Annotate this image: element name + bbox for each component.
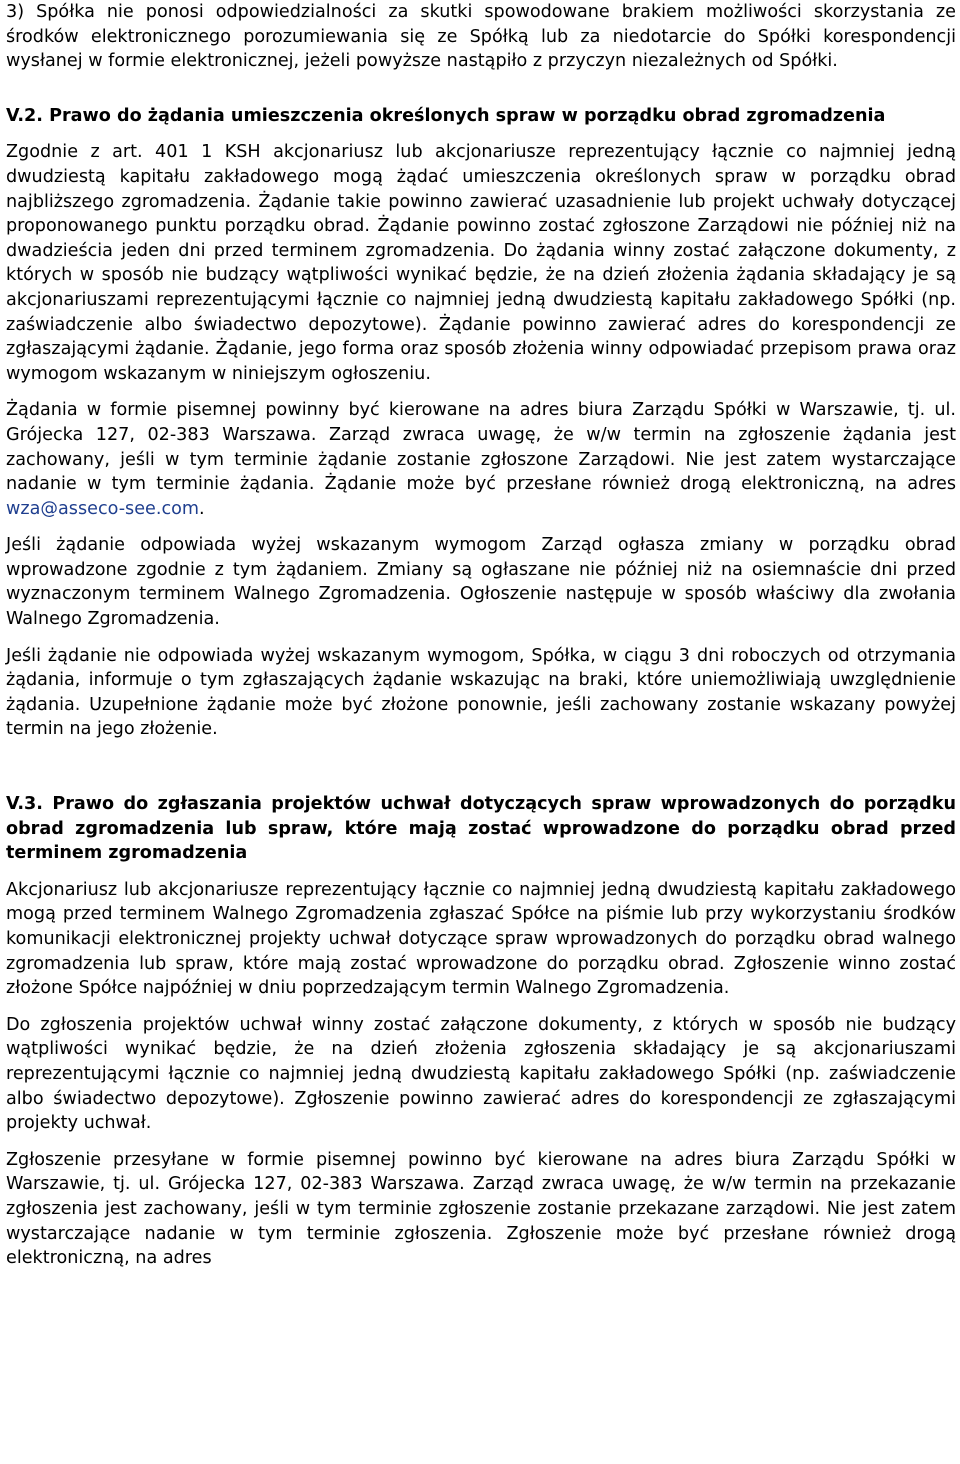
section-v3-heading: V.3. Prawo do zgłaszania projektów uchwał dotyczących spraw wprowadzonych do porządku obrad zgromadzenia lub spraw, które mają zostać wprowadzone do porządku obrad przed terminem zgromadzenia xyxy=(6,794,956,864)
email-link[interactable]: wza@asseco-see.com xyxy=(6,498,200,519)
document-page xyxy=(6,0,956,1271)
section-v3-paragraph-2: Do zgłoszenia projektów uchwał winny zostać załączone dokumenty, z których w sposób nie budzący wątpliwości wynikać będzie, że na dzień złożenia zgłoszenia składający je są akcjonariuszami reprezentującymi łącznie co najmniej jedną dwudziestą kapitału zakładowego Spółki (np. zaświadczenie albo świadectwo depozytowe). Zgłoszenie powinno zawierać adres do korespondencji ze zgłaszającymi projekty uchwał. xyxy=(6,1014,956,1134)
section-v2-paragraph-2 xyxy=(6,398,956,521)
section-v2-heading: V.2. Prawo do żądania umieszczenia określonych spraw w porządku obrad zgromadzenia xyxy=(6,105,886,126)
section-v2-paragraph-4: Jeśli żądanie nie odpowiada wyżej wskazanym wymogom, Spółka, w ciągu 3 dni roboczych od otrzymania żądania, informuje o tym zgłaszających żądanie wskazując na braki, które uniemożliwiają uwzględnienie żądania. Uzupełnione żądanie może być złożone ponownie, jeśli zachowany zostanie wskazany powyżej termin na jego złożenie. xyxy=(6,645,956,740)
section-v2-paragraph-2-text: Żądania w formie pisemnej powinny być kierowane na adres biura Zarządu Spółki w Warszawie, tj. ul. Grójecka 127, 02-383 Warszawa. Zarząd zwraca uwagę, że w/w termin na zgłoszenie żądania jest zachowany, jeśli w tym terminie żądanie zostanie zgłoszone Zarządowi. Nie jest zatem wystarczające nadanie w tym terminie żądania. Żądanie może być przesłane również drogą elektroniczną, na adres xyxy=(6,400,956,495)
section-v2-paragraph-3: Jeśli żądanie odpowiada wyżej wskazanym wymogom Zarząd ogłasza zmiany w porządku obrad wprowadzone zgodnie z tym żądaniem. Zmiany są ogłaszane nie później niż na osiemnaście dni przed wyznaczonym terminem Walnego Zgromadzenia. Ogłoszenie następuje w sposób właściwy dla zwołania Walnego Zgromadzenia. xyxy=(6,535,956,630)
section-v2-paragraph-2-end: . xyxy=(199,498,205,519)
section-v2-paragraph-1: Zgodnie z art. 401 1 KSH akcjonariusz lub akcjonariusze reprezentujący łącznie co najmniej jedną dwudziestą kapitału zakładowego mogą żądać umieszczenia określonych spraw w porządku obrad najbliższego zgromadzenia. Żądanie takie powinno zawierać uzasadnienie lub projekt uchwały dotyczącej proponowanego punktu porządku obrad. Żądanie powinno zostać zgłoszone Zarządowi nie później niż na dwadzieścia jeden dni przed terminem zgromadzenia. Do żądania winny zostać załączone dokumenty, z których w sposób nie budzący wątpliwości wynikać będzie, że na dzień złożenia żądania składający je są akcjonariuszami reprezentującymi łącznie co najmniej jedną dwudziestą kapitału zakładowego Spółki (np. zaświadczenie albo świadectwo depozytowe). Żądanie powinno zawierać adres do korespondencji ze zgłaszającymi żądanie. Żądanie, jego forma oraz sposób złożenia winny odpowiadać przepisom prawa oraz wymogom wskazanym w niniejszym ogłoszeniu. xyxy=(6,142,956,384)
intro-paragraph: 3) Spółka nie ponosi odpowiedzialności za skutki spowodowane brakiem możliwości skorzystania ze środków elektronicznego porozumiewania się ze Spółką lub za niedotarcie do Spółki korespondencji wysłanej w formie elektronicznej, jeżeli powyższe nastąpiło z przyczyn niezależnych od Spółki. xyxy=(6,2,956,72)
section-v3-paragraph-1: Akcjonariusz lub akcjonariusze reprezentujący łącznie co najmniej jedną dwudziestą kapitału zakładowego mogą przed terminem Walnego Zgromadzenia zgłaszać Spółce na piśmie lub przy wykorzystaniu środków komunikacji elektronicznej projekty uchwał dotyczące spraw wprowadzonych do porządku obrad walnego zgromadzenia lub spraw, które mają zostać wprowadzone do porządku obrad. Zgłoszenie winno zostać złożone Spółce najpóźniej w dniu poprzedzającym termin Walnego Zgromadzenia. xyxy=(6,879,956,999)
section-v3-paragraph-3: Zgłoszenie przesyłane w formie pisemnej powinno być kierowane na adres biura Zarządu Spółki w Warszawie, tj. ul. Grójecka 127, 02-383 Warszawa. Zarząd zwraca uwagę, że w/w termin na przekazanie zgłoszenia jest zachowany, jeśli w tym terminie zgłoszenie zostanie przekazane zarządowi. Nie jest zatem wystarczające nadanie w tym terminie zgłoszenia. Zgłoszenie może być przesłane również drogą elektroniczną, na adres xyxy=(6,1149,956,1269)
